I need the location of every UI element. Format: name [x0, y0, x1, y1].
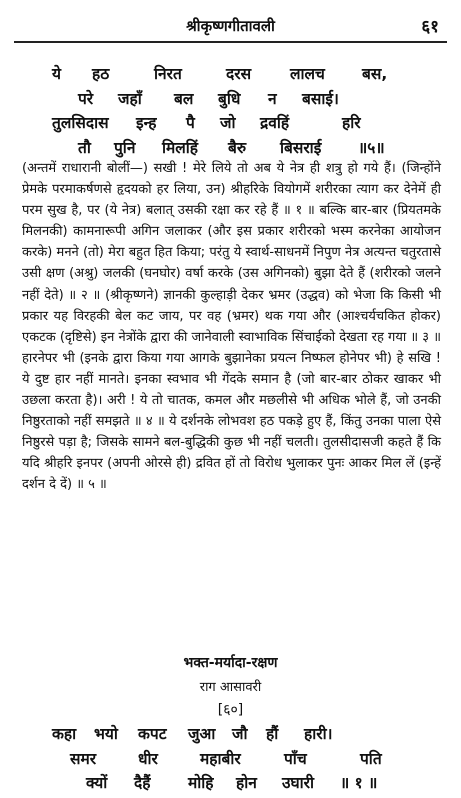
verse-word: बसाई। [302, 89, 339, 108]
verse-word: मोहि [188, 774, 214, 792]
page-header [0, 14, 461, 42]
verse-word: बुधि [218, 89, 241, 108]
verse-word: जहाँ [118, 89, 142, 108]
verse-line [0, 747, 461, 772]
verse-word: बल [174, 89, 194, 108]
raga-label: राग आसावरी [199, 680, 262, 695]
verse-word: होन [236, 774, 257, 792]
verse-word: ॥ १ ॥ [340, 774, 378, 792]
verse-word: पति [360, 749, 382, 768]
verse-word: निरत [154, 65, 182, 83]
verse-word: ये [52, 65, 61, 83]
verse-word: हठ [92, 65, 110, 83]
verse-word: बिसराई [280, 138, 322, 157]
section-title: भक्त-मर्यादा-रक्षण [183, 655, 278, 671]
verse-word: पुनि [114, 138, 136, 157]
verse-line [0, 136, 461, 161]
verse-word: पै [186, 114, 195, 132]
verse-word: न [268, 89, 277, 108]
commentary-text: (अन्तमें राधारानी बोलीं—) सखी ! मेरे लिये तो अब ये नेत्र ही शत्रु हो गये हैं। (जिन्होंने प्रेमके परमाकर्षणसे हृदयको हर लिया, उन) श्रीहरिके वियोगमें शरीरका त्याग कर देनेमें ही परम सुख है, पर (ये नेत्र) बलात् उसकी रक्षा कर रहे हैं ॥ १ ॥ बल्कि बार-बार (प्रियतमके मिलनकी) कामनारूपी अगिन जलाकर (और इस प्रकार शरीरको भस्म करनेका आयोजन करके) मनने (तो) मेरा बहुत हित किया; परंतु ये स्वार्थ-साधनमें निपुण नेत्र अत्यन्त चतुरतासे उसी क्षण (अश्रु) जलकी (घनघोर) वर्षा करके (उस अगिनको) बुझा देते हैं (शरीरको जलने नहीं देते) ॥ २ ॥ (श्रीकृष्णने) ज्ञानकी कुल्हाड़ी देकर भ्रमर (उद्धव) को भेजा कि किसी भी प्रकार यह विरहकी बेल कट जाय, पर वह (भ्रमर) थक गया और (आश्चर्यचकित होकर) एकटक (दृष्टिसे) इन नेत्रोंके द्वारा की जानेवाली स्वाभाविक सिंचाईको देखता रह गया ॥ ३ ॥ हारनेपर भी (इनके द्वारा किया गया आगके बुझानेका प्रयत्न निष्फल होनेपर भी) हे सखि ! ये दुष्ट हार नहीं मानते। इनका स्वभाव भी गेंदके समान है (जो बार-बार ठोकर खाकर भी उछला करता है)। अरी ! ये तो चातक, कमल और मछलीसे भी अधिक भोले हैं, जो उनकी निष्ठुरताको नहीं समझते ॥ ४ ॥ ये दर्शनके लोभवश हठ पकड़े हुए हैं, किंतु उनका पाला ऐसे निष्ठुरसे पड़ा है; जिसके सामने बल-बुद्धिकी कुछ भी नहीं चलती। तुलसीदासजी कहते हैं कि यदि श्रीहरि इनपर (अपनी ओरसे ही) द्रवित हों तो विरोध भुलाकर पुनः आकर मिल लें (इन्हें दर्शन दे दें) ॥ ५ ॥ [22, 161, 441, 493]
song-number: [६०] [217, 702, 244, 718]
verse-word: तुलसिदास [52, 114, 109, 132]
verse-word: बस, [362, 65, 388, 83]
verse-word: भयो [94, 725, 118, 743]
verse-word: इन्ह [136, 114, 157, 132]
verse-word: जौ [232, 725, 248, 743]
verse-word: कहा [52, 725, 77, 743]
page-number: ६१ [421, 17, 439, 37]
verse-block-1 [0, 62, 461, 160]
verse-word: महाबीर [200, 749, 241, 768]
verse-word: दैहैं [134, 774, 151, 792]
verse-word: हारी। [304, 725, 333, 743]
verse-word: जुआ [188, 725, 216, 743]
verse-word: ॥५॥ [358, 138, 385, 157]
verse-word: पाँच [284, 749, 307, 768]
verse-word: मिलहिं [162, 138, 199, 157]
verse-word: समर [70, 749, 97, 768]
verse-word: धीर [138, 749, 158, 768]
verse-line [0, 87, 461, 112]
verse-line [0, 722, 461, 747]
verse-word: तौ [78, 138, 91, 157]
verse-word: क्यों [86, 774, 108, 792]
verse-word: परे [78, 89, 94, 108]
running-title: श्रीकृष्णगीतावली [186, 17, 275, 35]
verse-line [0, 771, 461, 796]
verse-word: जो [220, 114, 236, 132]
verse-word: उघारी [282, 774, 315, 792]
verse-word: दरस [226, 65, 252, 83]
verse-block-2 [0, 722, 461, 796]
verse-word: हौं [266, 725, 279, 743]
verse-line [0, 62, 461, 87]
verse-word: द्रवहिं [260, 114, 290, 132]
verse-word: कपट [138, 725, 167, 743]
verse-line [0, 111, 461, 136]
verse-word: हरि [342, 114, 361, 132]
verse-word: लालच [290, 65, 325, 83]
header-rule [14, 41, 447, 43]
commentary-paragraph [22, 158, 441, 496]
verse-word: बैरु [228, 138, 247, 157]
